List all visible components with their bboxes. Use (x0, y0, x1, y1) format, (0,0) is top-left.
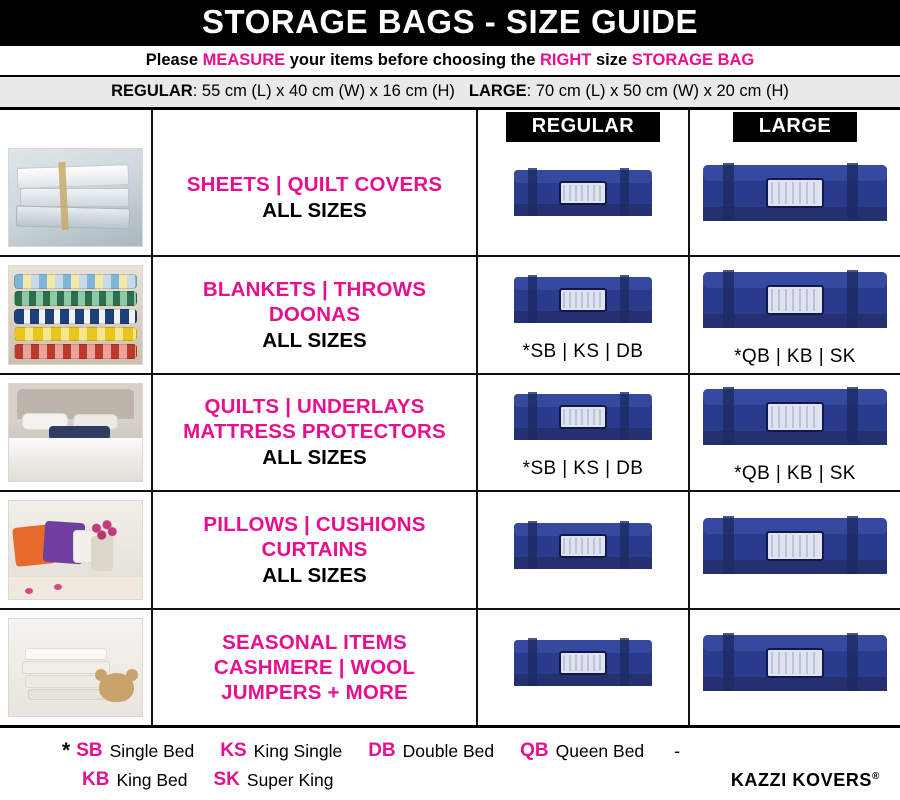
storage-bag-regular-icon (508, 267, 658, 331)
dimensions-large-value: : 70 cm (L) x 50 cm (W) x 20 cm (H) (526, 81, 789, 100)
row-description-cell (153, 492, 478, 607)
legend-code-ks: KS (220, 740, 247, 762)
row-image-cell (0, 257, 153, 372)
folded-sheets-photo (8, 148, 143, 247)
storage-bag-large-icon (697, 625, 893, 699)
storage-bag-regular-icon (508, 160, 658, 224)
table-row (0, 375, 900, 492)
row-regular-cell (478, 610, 690, 725)
storage-bag-regular-icon (508, 384, 658, 448)
storage-bag-regular-icon (508, 630, 658, 694)
row-subtitle: ALL SIZES (262, 446, 367, 470)
legend-meaning-ks: King Single (253, 740, 343, 761)
knitwear-photo (8, 618, 143, 717)
row-image-cell (0, 610, 153, 725)
row-title: SHEETS | QUILT COVERS (186, 172, 443, 196)
storage-bag-large-icon (697, 262, 893, 336)
dimensions-regular-value: : 55 cm (L) x 40 cm (W) x 16 cm (H) (192, 81, 455, 100)
legend-code-sb: SB (76, 740, 103, 762)
table-row (0, 257, 900, 374)
column-label-large: LARGE (733, 112, 858, 142)
row-title-line1: QUILTS | UNDERLAYS (204, 395, 425, 419)
row-title-line1: PILLOWS | CUSHIONS (203, 512, 426, 536)
row-title-line2: CURTAINS (261, 537, 368, 561)
dimensions-large-label: LARGE (468, 81, 527, 100)
row-regular-cell (478, 375, 690, 490)
row-regular-cell (478, 492, 690, 607)
table-row (0, 492, 900, 609)
legend-meaning-kb: King Bed (116, 769, 188, 790)
row-description-cell (153, 610, 478, 725)
row-large-cell (690, 492, 900, 607)
column-label-regular: REGULAR (506, 112, 660, 142)
row-large-cell (690, 610, 900, 725)
legend-footer (0, 728, 900, 800)
row-title-line1: SEASONAL ITEMS (222, 630, 407, 654)
legend-code-kb: KB (82, 769, 110, 791)
header-cell-description (153, 110, 478, 140)
row-subtitle: ALL SIZES (262, 198, 367, 222)
subtitle-part-3: size (591, 50, 632, 69)
dimensions-bar (0, 77, 900, 110)
table-row (0, 610, 900, 728)
brand-logo (731, 767, 886, 793)
row-image-cell (0, 140, 153, 255)
row-large-codes: *QB | KB | SK (734, 345, 856, 367)
legend-meaning-sb: Single Bed (109, 740, 195, 761)
legend-code-qb: QB (520, 740, 549, 762)
table-row (0, 140, 900, 257)
row-regular-cell (478, 140, 690, 255)
row-description-cell (153, 375, 478, 490)
header-cell-image (0, 110, 153, 140)
subtitle-part-2: your items before choosing the (285, 50, 541, 69)
row-large-cell (690, 375, 900, 490)
storage-bag-regular-icon (508, 513, 658, 577)
row-title-line2: MATTRESS PROTECTORS (183, 420, 446, 444)
legend-trailing-dash: - (674, 741, 681, 762)
page-title: STORAGE BAGS - SIZE GUIDE (0, 0, 900, 46)
brand-registered-mark: ® (872, 771, 880, 783)
row-description-cell (153, 257, 478, 372)
row-title-line3: JUMPERS + MORE (221, 680, 408, 704)
row-description-cell (153, 140, 478, 255)
subtitle-highlight-storage-bag: STORAGE BAG (631, 50, 755, 69)
row-regular-codes: *SB | KS | DB (522, 458, 644, 480)
legend-code-sk: SK (213, 769, 240, 791)
header-cell-large (690, 110, 900, 140)
row-title-line2: DOONAS (268, 302, 361, 326)
legend-code-db: DB (368, 740, 396, 762)
row-title-line2: CASHMERE | WOOL (213, 655, 416, 679)
legend-meaning-sk: Super King (246, 769, 334, 790)
row-subtitle: ALL SIZES (262, 563, 367, 587)
row-title-line1: BLANKETS | THROWS (202, 277, 427, 301)
size-guide-table (0, 110, 900, 728)
row-large-cell (690, 140, 900, 255)
row-image-cell (0, 375, 153, 490)
legend-line-1 (14, 736, 886, 766)
dimensions-regular-label: REGULAR (111, 81, 193, 100)
row-subtitle: ALL SIZES (262, 328, 367, 352)
row-large-cell (690, 257, 900, 372)
header-cell-regular (478, 110, 690, 140)
pillows-cushions-photo (8, 500, 143, 599)
row-image-cell (0, 492, 153, 607)
brand-name: KAZZI KOVERS (730, 770, 873, 791)
row-large-codes: *QB | KB | SK (734, 463, 856, 485)
bed-quilts-photo (8, 383, 143, 482)
storage-bag-large-icon (697, 508, 893, 582)
storage-bag-large-icon (697, 379, 893, 453)
legend-asterisk: * (62, 739, 71, 763)
subtitle-highlight-measure: MEASURE (202, 50, 286, 69)
legend-meaning-qb: Queen Bed (555, 740, 645, 761)
row-regular-cell (478, 257, 690, 372)
subtitle-highlight-right: RIGHT (540, 50, 592, 69)
blankets-throws-photo (8, 265, 143, 364)
row-regular-codes: *SB | KS | DB (522, 340, 644, 362)
subtitle-part-1: Please (145, 50, 203, 69)
instruction-subtitle (0, 46, 900, 77)
legend-line-2 (14, 766, 886, 794)
table-header-row (0, 110, 900, 140)
legend-meaning-db: Double Bed (402, 740, 495, 761)
storage-bag-large-icon (697, 155, 893, 229)
